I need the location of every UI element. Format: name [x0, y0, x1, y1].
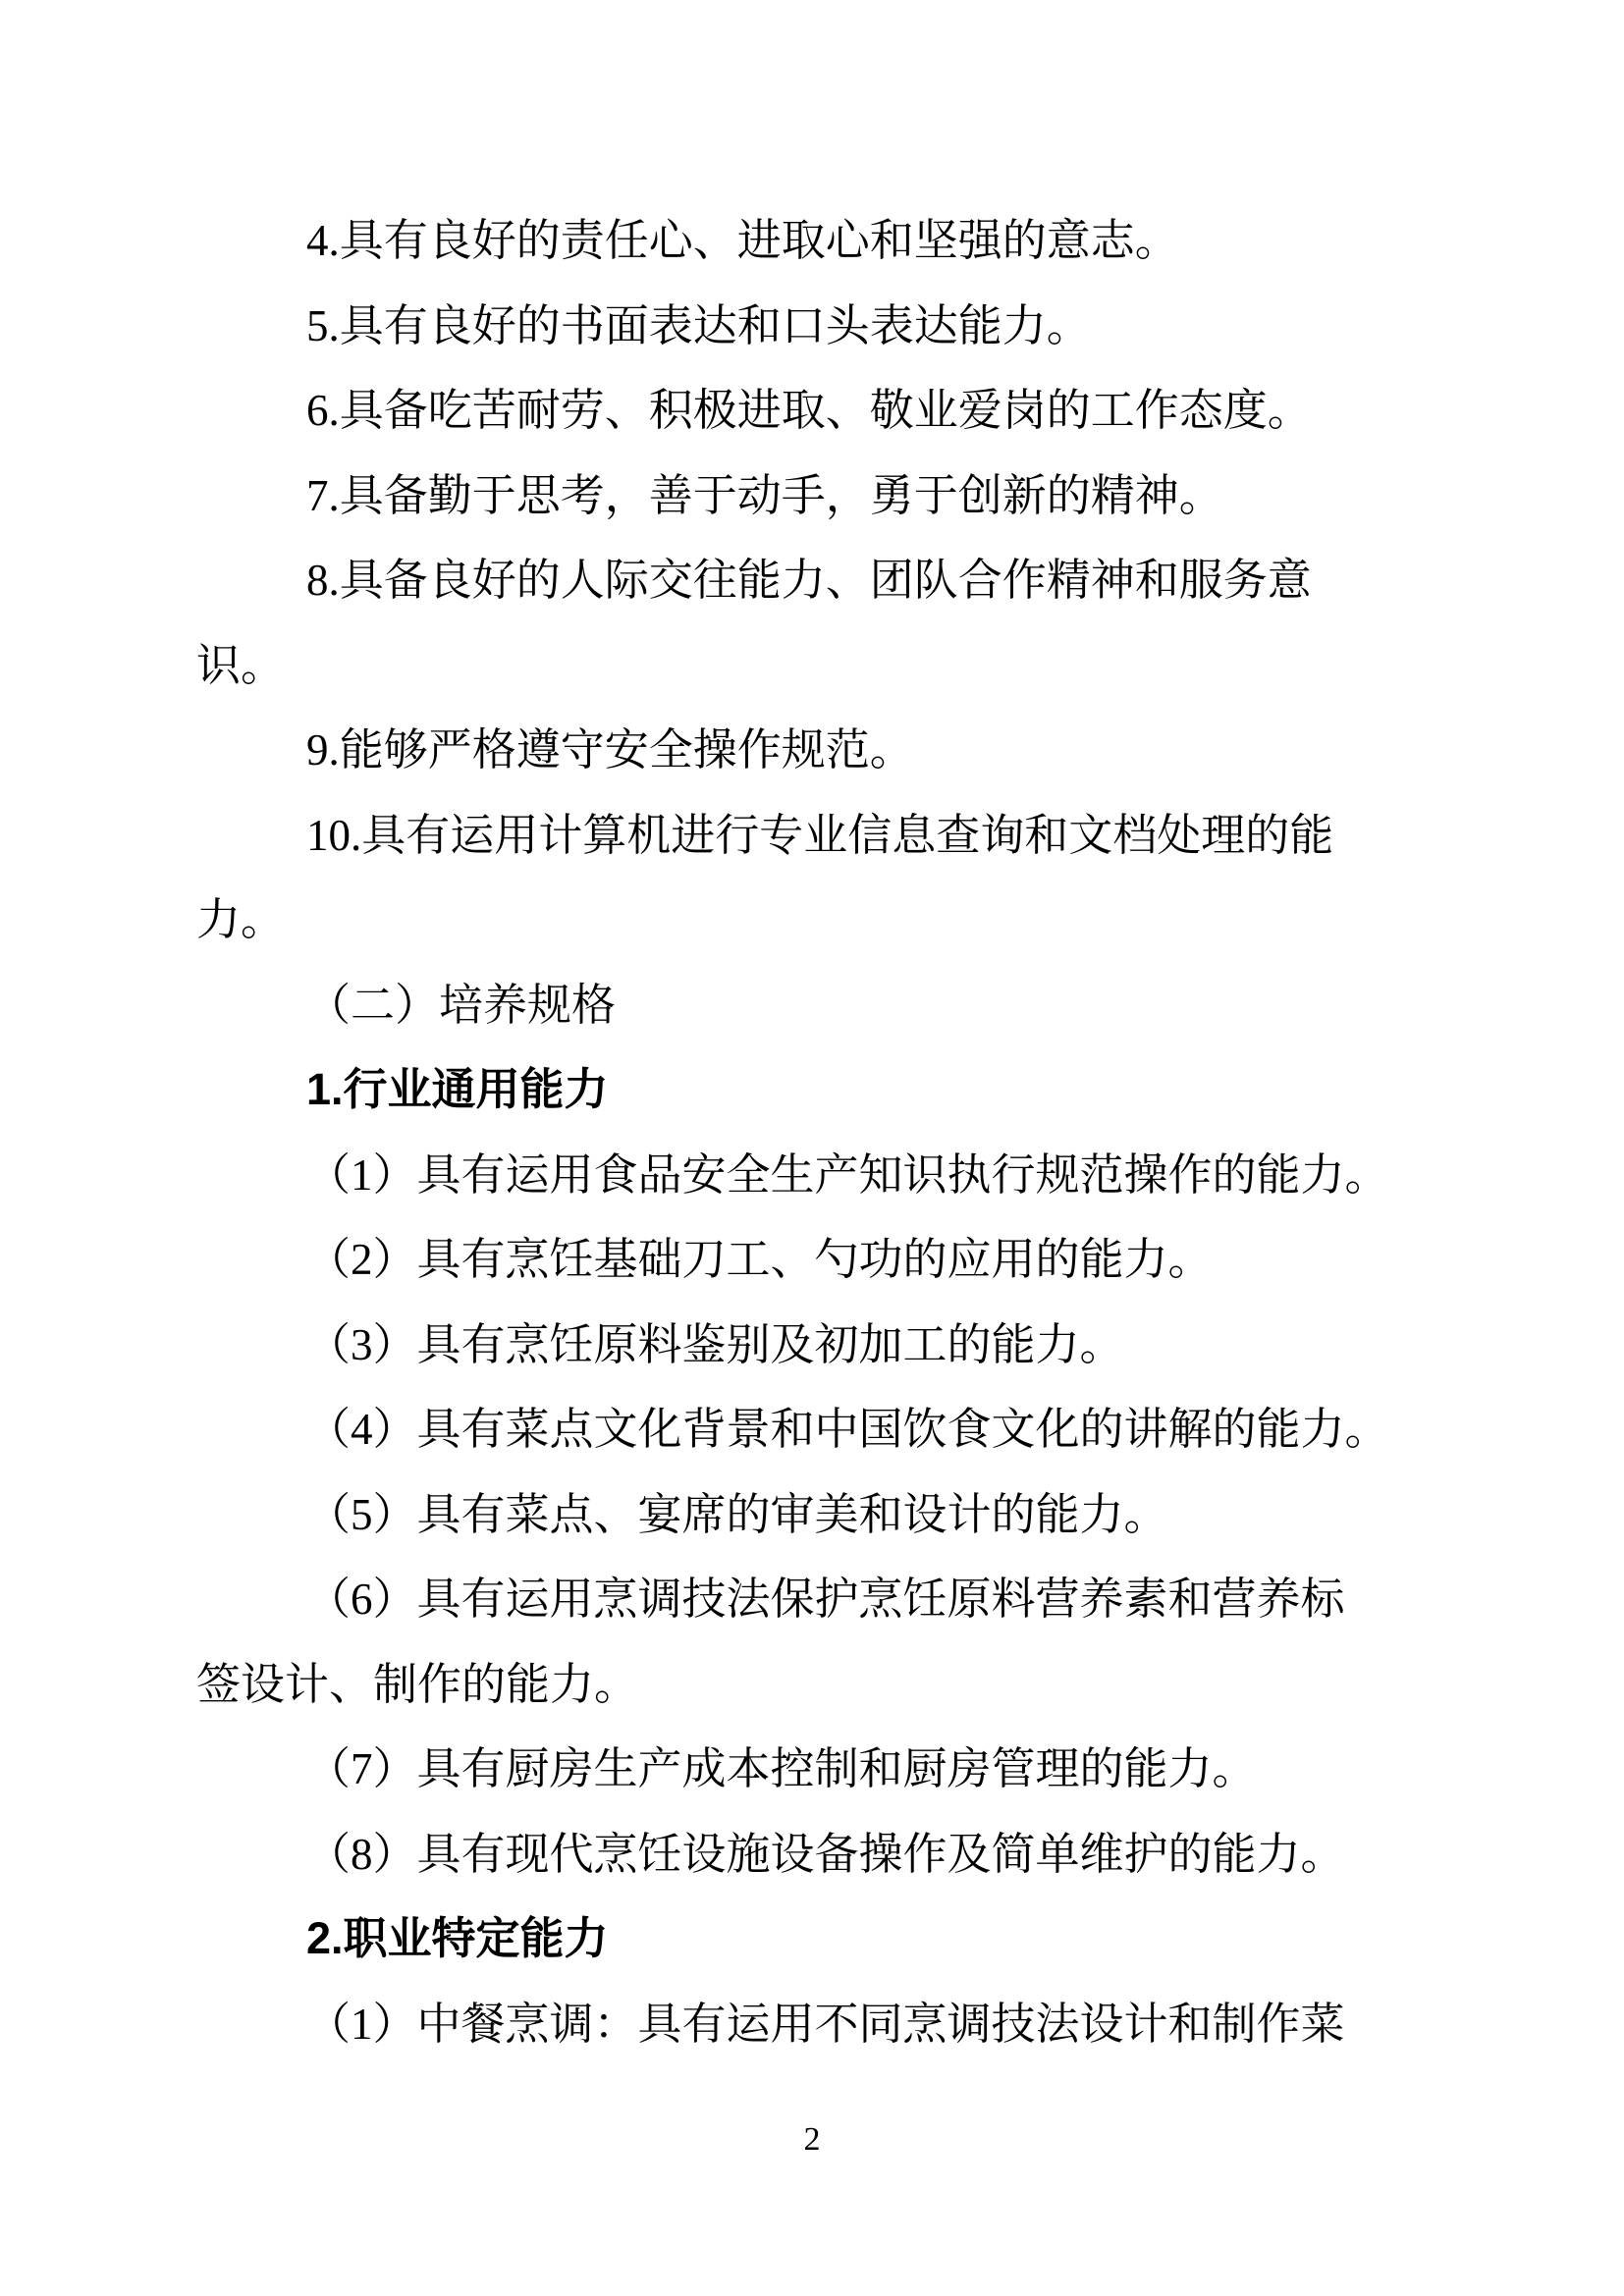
- text-line: 识。: [196, 640, 286, 690]
- text-line: 4.具有良好的责任心、进取心和坚强的意志。: [306, 216, 1179, 265]
- text-line: 签设计、制作的能力。: [196, 1659, 639, 1709]
- text-line: （8）具有现代烹饪设施设备操作及简单维护的能力。: [306, 1829, 1345, 1879]
- text-line: （3）具有烹饪原料鉴别及初加工的能力。: [306, 1319, 1124, 1369]
- text-line: （6）具有运用烹调技法保护烹饪原料营养素和营养标: [306, 1575, 1345, 1624]
- text-block: [196, 198, 1434, 2066]
- text-line: 6.具备吃苦耐劳、积极进取、敬业爱岗的工作态度。: [306, 386, 1312, 435]
- text-line: 1.行业通用能力: [306, 1064, 609, 1114]
- page-number: 2: [803, 2121, 821, 2158]
- text-line: （二）培养规格: [306, 980, 617, 1030]
- text-line: 9.能够严格遵守安全操作规范。: [306, 725, 914, 774]
- text-line: 力。: [196, 895, 286, 944]
- text-line: （2）具有烹饪基础刀工、勺功的应用的能力。: [306, 1235, 1213, 1284]
- text-line: （1）具有运用食品安全生产知识执行规范操作的能力。: [306, 1149, 1389, 1200]
- text-line: 8.具备良好的人际交往能力、团队合作精神和服务意: [306, 556, 1312, 605]
- text-line: （4）具有菜点文化背景和中国饮食文化的讲解的能力。: [306, 1405, 1389, 1454]
- text-line: （1）中餐烹调：具有运用不同烹调技法设计和制作菜: [306, 1999, 1345, 2049]
- text-line: 10.具有运用计算机进行专业信息查询和文档处理的能: [306, 810, 1334, 860]
- text-line: 7.具备勤于思考，善于动手，勇于创新的精神。: [306, 470, 1223, 520]
- text-line: 2.职业特定能力: [306, 1913, 609, 1963]
- text-line: （7）具有厨房生产成本控制和厨房管理的能力。: [306, 1744, 1257, 1793]
- text-line: （5）具有菜点、宴席的审美和设计的能力。: [306, 1489, 1168, 1539]
- text-line: 5.具有良好的书面表达和口头表达能力。: [306, 300, 1091, 350]
